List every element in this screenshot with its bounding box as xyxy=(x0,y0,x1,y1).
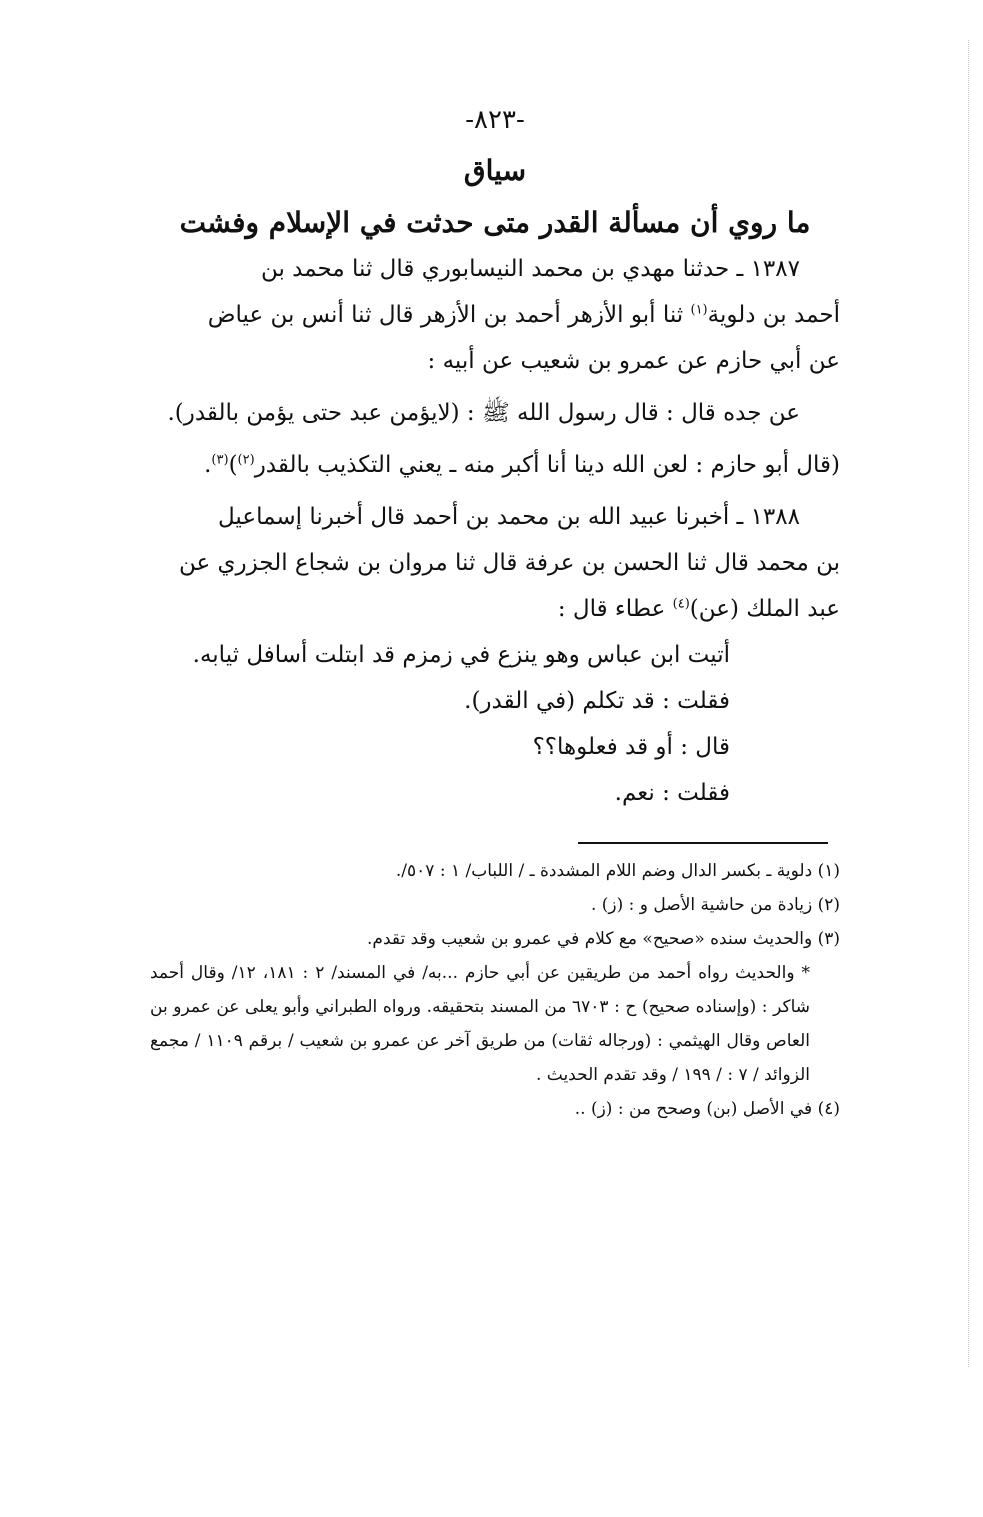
document-page xyxy=(150,100,840,1126)
footnote-ref-1: (١) xyxy=(690,302,708,318)
section-subheading: ما روي أن مسألة القدر متى حدثت في الإسلام وفشت xyxy=(179,206,811,239)
footnote-ref-2: (٢) xyxy=(237,452,255,468)
hadith-1387 xyxy=(150,246,840,384)
footnote-separator-wrap xyxy=(150,842,840,844)
hadith-1388 xyxy=(150,494,840,632)
hadith-1387-line-1: ١٣٨٧ ـ حدثنا مهدي بن محمد النيسابوري قال ثنا محمد بن xyxy=(260,256,800,282)
page-edge-line xyxy=(968,40,969,1367)
dialog-line-2: فقلت : قد تكلم (في القدر). xyxy=(464,688,730,714)
hadith-1388-line-2: بن محمد قال ثنا الحسن بن عرفة قال ثنا مروان بن شجاع الجزري عن xyxy=(179,550,840,576)
hadith-1388-line-3a: عبد الملك (عن) xyxy=(689,596,840,622)
footnote-ref-4: (٤) xyxy=(672,596,690,612)
page-number: -٨٢٣- xyxy=(465,105,525,135)
hadith-1387-line-3: عن أبي حازم عن عمرو بن شعيب عن أبيه : xyxy=(427,348,840,374)
dialog-line-1: أتيت ابن عباس وهو ينزع في زمزم قد ابتلت أسافل ثيابه. xyxy=(192,642,730,668)
footnote-ref-3: (٣) xyxy=(211,452,229,468)
hadith-1387-matn: عن جده قال : قال رسول الله ﷺ : (لايؤمن عبد حتى يؤمن بالقدر). xyxy=(167,400,800,426)
section-heading: سياق xyxy=(463,154,527,187)
dialog-line-3: قال : أو قد فعلوها؟؟ xyxy=(532,734,730,760)
footnote-separator xyxy=(578,842,828,844)
abu-hazim-statement xyxy=(150,442,840,488)
footnote-3: (٣) والحديث سنده «صحيح» مع كلام في عمرو بن شعيب وقد تقدم. xyxy=(367,929,840,949)
hadith-1387-line-2a: أحمد بن دلوية xyxy=(707,302,840,328)
footnote-4: (٤) في الأصل (بن) وصحح من : (ز) .. xyxy=(574,1099,840,1119)
dialog-line-4: فقلت : نعم. xyxy=(614,780,730,806)
footnote-3-extra: * والحديث رواه أحمد من طريقين عن أبي حازم ...به/ في المسند/ ٢ : ١٨١، ١٢/ وقال أحمد شاكر : (وإسناده صحيح) ح : ٦٧٠٣ من المسند بتحقيقه. ورواه الطبراني وأبو يعلى عن عمرو بن العاص وقال الهيثمي : (ورجاله ثقات) من طريق آخر عن عمرو بن شعيب / برقم ١١٠٩ / مجمع الزوائد / ٧ : / ١٩٩ / وقد تقدم الحديث . xyxy=(150,963,810,1085)
hadith-1387-line-2b: ثنا أبو الأزهر أحمد بن الأزهر قال ثنا أنس بن عياض xyxy=(207,302,691,328)
hadith-1388-line-3b: عطاء قال : xyxy=(557,596,673,622)
abu-hazim-end: . xyxy=(204,452,212,478)
footnote-2: (٢) زيادة من حاشية الأصل و : (ز) . xyxy=(590,895,840,915)
footnote-1: (١) دلوية ـ بكسر الدال وضم اللام المشددة ـ / اللباب/ ١ : ٥٠٧/. xyxy=(395,861,840,881)
abu-hazim-close: ) xyxy=(228,452,238,478)
abu-hazim-text: (قال أبو حازم : لعن الله دينا أنا أكبر منه ـ يعني التكذيب بالقدر xyxy=(254,452,840,478)
hadith-1388-line-1: ١٣٨٨ ـ أخبرنا عبيد الله بن محمد بن أحمد قال أخبرنا إسماعيل xyxy=(218,504,800,530)
